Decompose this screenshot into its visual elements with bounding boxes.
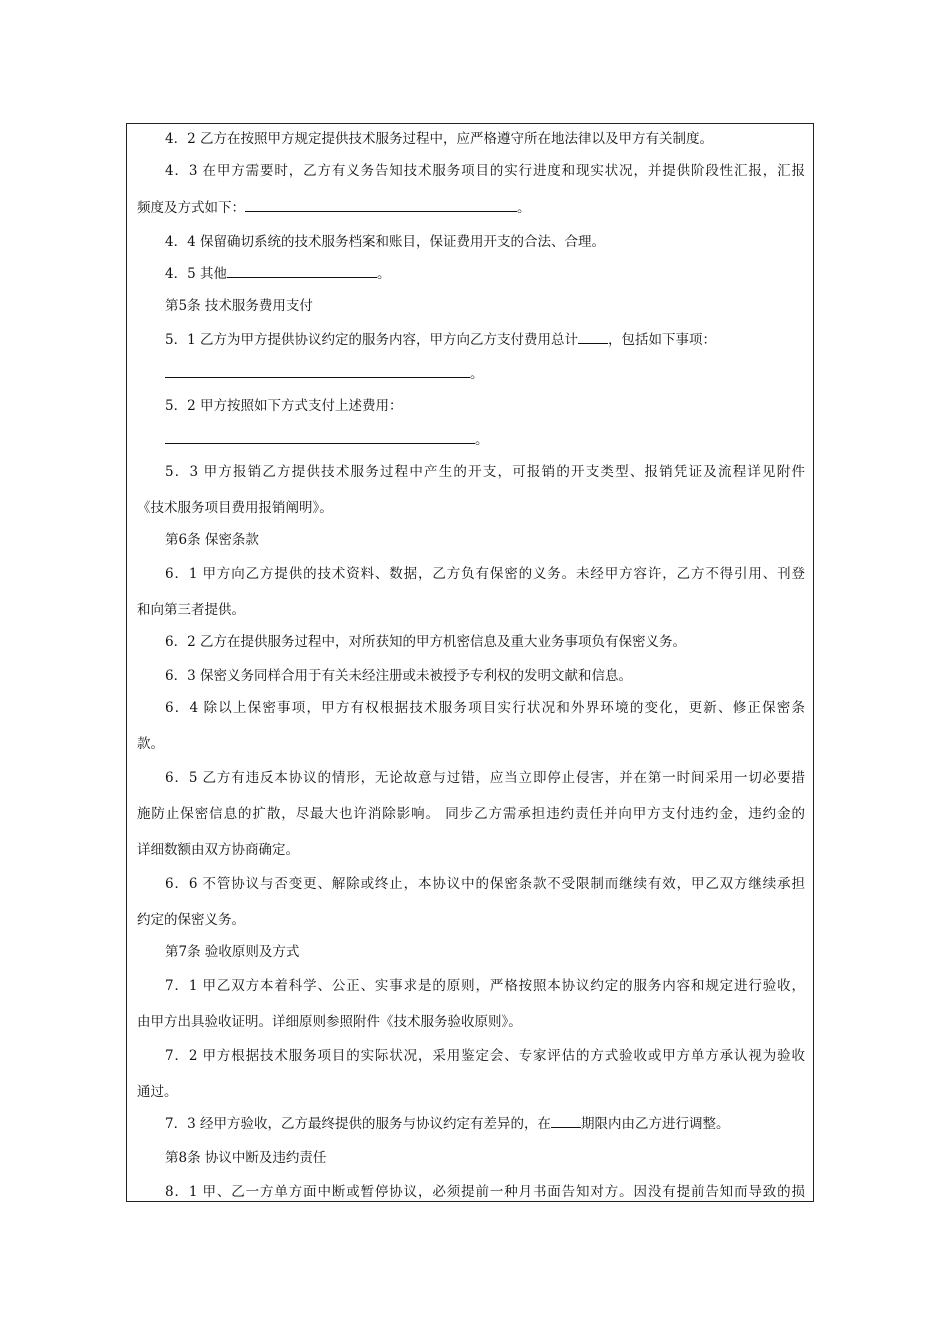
fee-total-blank [578,328,608,344]
clause-6-5-line3: 详细数额由双方协商确定。 [137,842,299,858]
clause-6-3: 6．3 保密义务同样合用于有关未经注册或未被授予专利权的发明文献和信息。 [165,668,632,684]
clause-6-6-line1: 6．6 不管协议与否变更、解除或终止，本协议中的保密条款不受限制而继续有效，甲乙双方继续承担 [165,876,805,892]
clause-4-3-line1: 4．3 在甲方需要时，乙方有义务告知技术服务项目的实行进度和现实状况，并提供阶段性汇报，汇报 [165,163,805,179]
clause-6-4-line1: 6．4 除以上保密事项，甲方有权根据技术服务项目实行状况和外界环境的变化，更新、修正保密条 [165,700,805,716]
period-mark: 。 [376,266,391,282]
document-frame [126,123,814,1202]
clause-5-2: 5．2 甲方按照如下方式支付上述费用： [165,398,403,414]
fee-items-blank [165,362,470,378]
article-7-heading: 第7条 验收原则及方式 [165,944,300,960]
clause-6-5-line1: 6．5 乙方有违反本协议的情形，无论故意与过错，应当立即停止侵害，并在第一时间采用一切必要措 [165,770,805,786]
payment-method-blank [165,428,475,444]
clause-7-1-line1: 7．1 甲乙双方本着科学、公正、实事求是的原则，严格按照本协议约定的服务内容和规定进行验收， [165,978,805,994]
clause-5-3-line1: 5．3 甲方报销乙方提供技术服务过程中产生的开支，可报销的开支类型、报销凭证及流程详见附件 [165,464,805,480]
clause-5-3-line2: 《技术服务项目费用报销阐明》。 [137,500,333,516]
clause-6-6-line2: 约定的保密义务。 [137,912,245,928]
clause-5-2-line2 [165,428,489,452]
clause-4-5-text: 4．5 其他 [165,266,227,282]
clause-4-4: 4．4 保留确切系统的技术服务档案和账目，保证费用开支的合法、合理。 [165,234,605,250]
other-blank [227,262,377,278]
clause-5-1-text: 5．1 乙方为甲方提供协议约定的服务内容，甲方向乙方支付费用总计 [165,332,578,348]
clause-6-2: 6．2 乙方在提供服务过程中，对所获知的甲方机密信息及重大业务事项负有保密义务。 [165,634,686,650]
clause-7-3-text2: 期限内由乙方进行调整。 [580,1116,730,1132]
report-method-blank [245,196,517,212]
clause-6-4-line2: 款。 [137,736,164,752]
article-5-heading: 第5条 技术服务费用支付 [165,298,313,314]
clause-7-3-text: 7．3 经甲方验收，乙方最终提供的服务与协议约定有差异的，在 [165,1116,551,1132]
clause-5-1-line1 [165,328,716,352]
clause-7-2-line1: 7．2 甲方根据技术服务项目的实际状况，采用鉴定会、专家评估的方式验收或甲方单方承认视为验收 [165,1048,805,1064]
clause-7-1-line2: 由甲方出具验收证明。详细原则参照附件《技术服务验收原则》。 [137,1014,522,1030]
clause-5-1-text2: ，包括如下事项： [607,332,716,348]
clause-6-5-line2: 施防止保密信息的扩散，尽最大也许消除影响。 同步乙方需承担违约责任并向甲方支付违约金，违约金的 [137,806,805,822]
clause-7-3 [165,1112,729,1136]
period-mark: 。 [475,432,489,448]
period-mark: 。 [470,366,484,382]
clause-4-3-line2 [137,196,531,220]
article-6-heading: 第6条 保密条款 [165,532,259,548]
clause-6-1-line2: 和向第三者提供。 [137,602,245,618]
clause-6-1-line1: 6．1 甲方向乙方提供的技术资料、数据，乙方负有保密的义务。未经甲方容许，乙方不得引用、刊登 [165,566,805,582]
clause-7-2-line2: 通过。 [137,1084,178,1100]
adjust-period-blank [551,1112,581,1128]
clause-5-1-line2 [165,362,484,386]
period-mark: 。 [517,200,531,216]
clause-4-2: 4．2 乙方在按照甲方规定提供技术服务过程中，应严格遵守所在地法律以及甲方有关制度。 [165,131,713,147]
clause-4-5 [165,262,390,286]
clause-8-1-line1: 8．1 甲、乙一方单方面中断或暂停协议，必须提前一种月书面告知对方。因没有提前告知而导致的损 [165,1184,805,1200]
article-8-heading: 第8条 协议中断及违约责任 [165,1150,327,1166]
clause-4-3-text: 频度及方式如下： [137,200,245,216]
